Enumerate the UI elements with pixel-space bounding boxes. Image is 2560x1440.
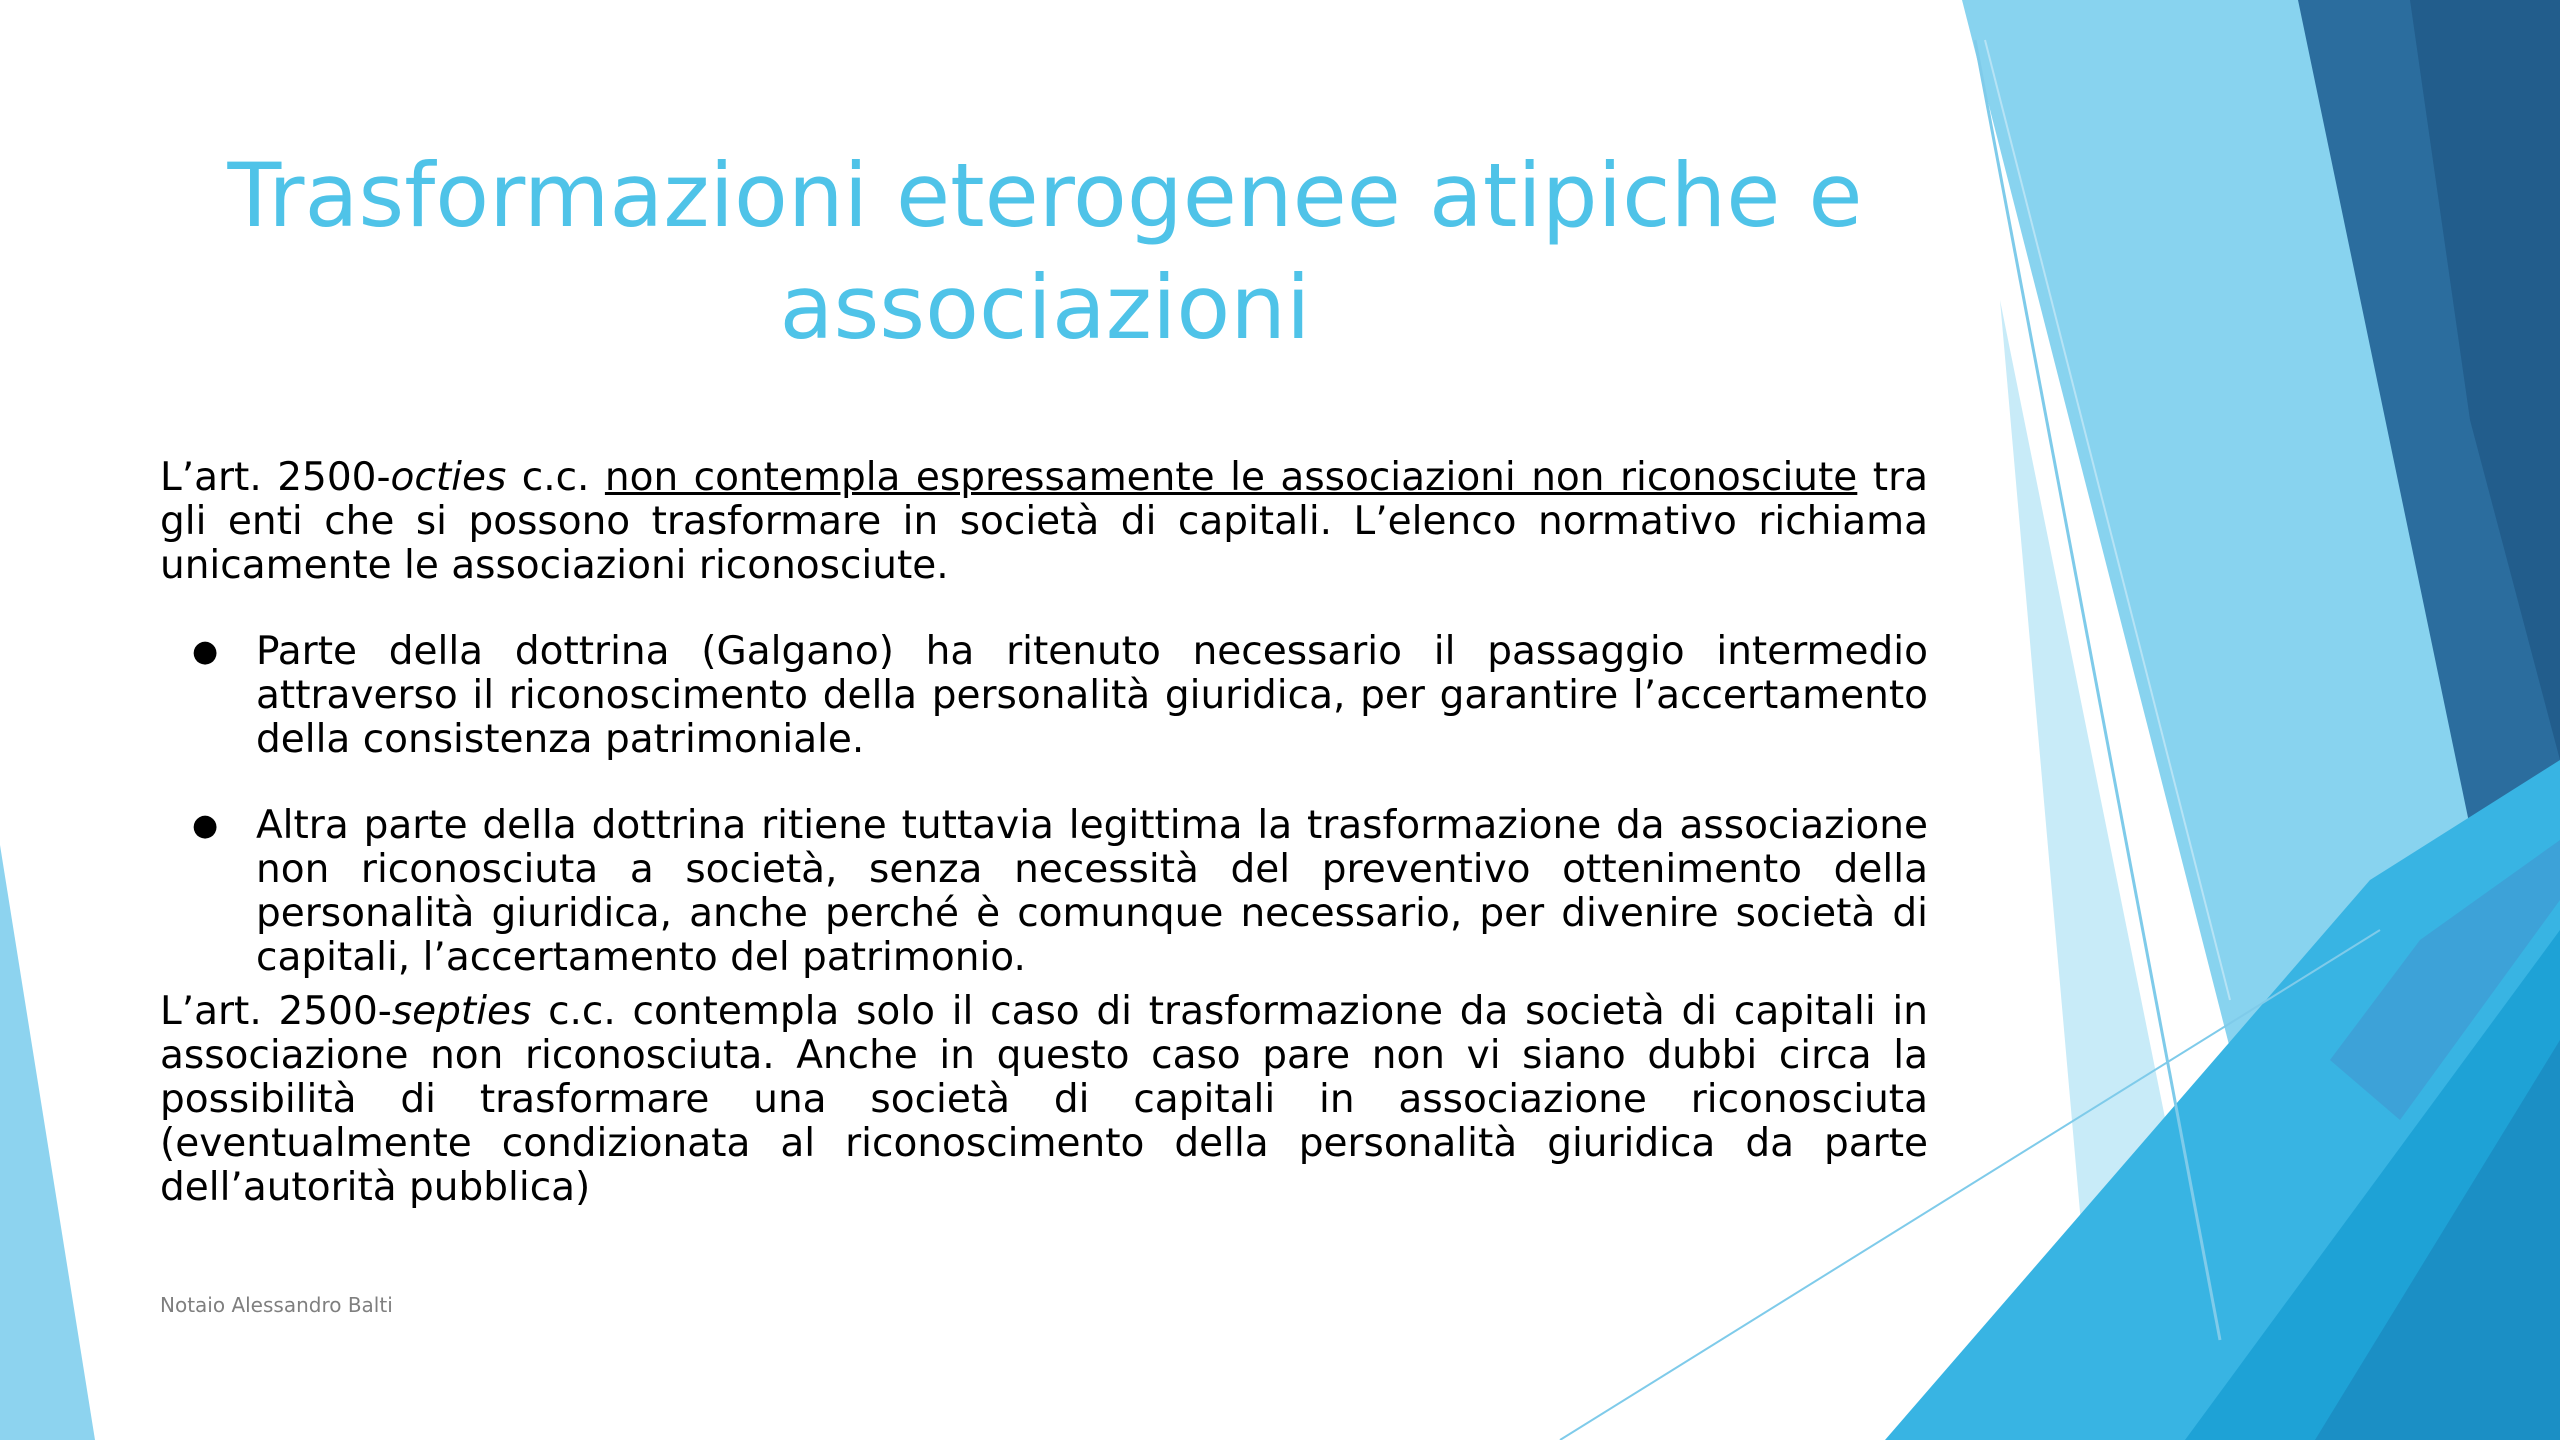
- footer-author: Notaio Alessandro Balti: [160, 1293, 393, 1317]
- bullet-text-2: Altra parte della dottrina ritiene tuttavia legittima la trasformazione da associazione non riconosciuta a società, senza necessità del preventivo ottenimento della personalità giuridica, anche perché è comunque necessario, per divenire società di capitali, l’accertamento del patrimonio.: [256, 803, 1928, 980]
- intro-italic-term: octies: [390, 455, 507, 500]
- slide-title: [160, 140, 1930, 364]
- intro-mid: c.c.: [506, 455, 605, 500]
- bullet-text-1: Parte della dottrina (Galgano) ha ritenuto necessario il passaggio intermedio attraverso il riconoscimento della personalità giuridica, per garantire l’accertamento della consistenza patrimoniale.: [256, 629, 1928, 762]
- intro-underlined-text: non contempla espressamente le associazioni non riconosciute: [604, 455, 1858, 500]
- closing-rest: c.c. contempla solo il caso di trasformazione da società di capitali in associazione non riconosciuta. Anche in questo caso pare non vi siano dubbi circa la possibilità di trasformare una società di capitali in associazione riconosciuta (eventualmente condizionata al riconoscimento della personalità giuridica da parte dell’autorità pubblica): [160, 989, 1928, 1210]
- intro-rest: tra gli enti che si possono trasformare in società di capitali. L’elenco normativo richiama unicamente le associazioni riconosciute.: [160, 455, 1928, 588]
- closing-prefix: L’art. 2500-: [160, 989, 392, 1034]
- bullet-list: [160, 630, 1928, 980]
- bullet-dot-icon: ●: [192, 634, 219, 669]
- slide-title-line-2: associazioni: [779, 256, 1311, 359]
- bullet-item-2: [160, 804, 1928, 980]
- slide-body: [160, 456, 1928, 1210]
- intro-paragraph: [160, 456, 1928, 588]
- closing-italic-term: septies: [391, 989, 532, 1034]
- intro-prefix: L’art. 2500-: [160, 455, 391, 500]
- closing-paragraph: [160, 990, 1928, 1210]
- left-accent-shape: [0, 845, 95, 1440]
- bullet-dot-icon: ●: [192, 808, 219, 843]
- bullet-item-1: [160, 630, 1928, 762]
- slide-title-line-1: Trasformazioni eterogenee atipiche e: [227, 144, 1863, 247]
